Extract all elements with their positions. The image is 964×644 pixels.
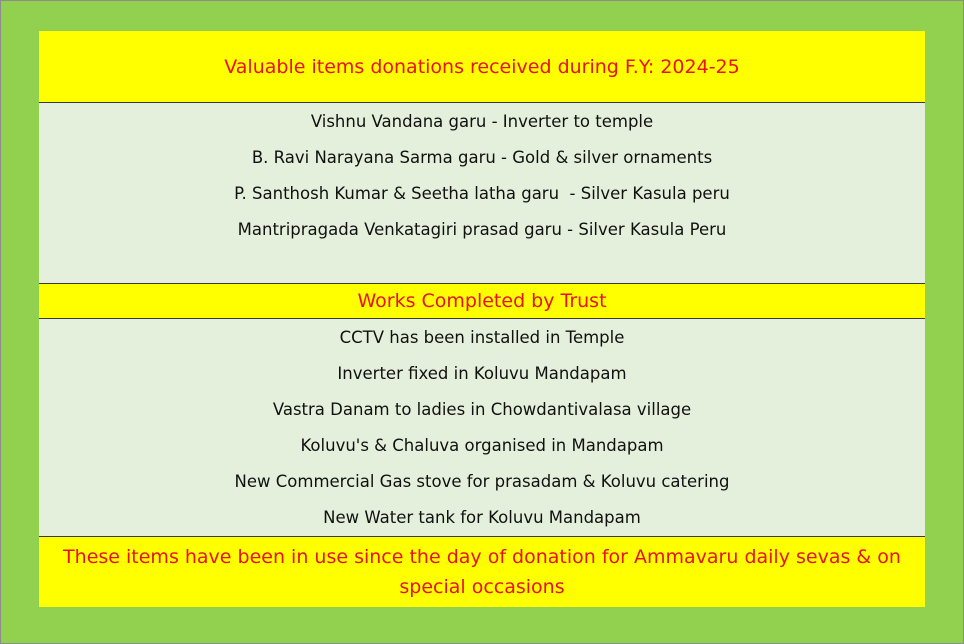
works-title-band <box>39 283 925 319</box>
donation-item: Vishnu Vandana garu - Inverter to temple <box>310 111 654 131</box>
donation-sheet <box>39 31 925 607</box>
donation-item: P. Santhosh Kumar & Seetha latha garu - Silver Kasula peru <box>234 183 730 203</box>
work-item: New Water tank for Koluvu Mandapam <box>323 507 641 527</box>
works-list <box>39 319 925 536</box>
works-title: Works Completed by Trust <box>357 290 607 312</box>
work-item: New Commercial Gas stove for prasadam & Koluvu catering <box>234 471 730 491</box>
donation-item: Mantripragada Venkatagiri prasad garu - Silver Kasula Peru <box>237 219 727 239</box>
donations-list <box>39 103 925 283</box>
donation-item: B. Ravi Narayana Sarma garu - Gold & silver ornaments <box>251 147 713 167</box>
footer-note-band <box>39 536 925 607</box>
footer-note: These items have been in use since the day of donation for Ammavaru daily sevas & on special occasions <box>63 546 901 598</box>
donations-title-band <box>39 31 925 103</box>
work-item: CCTV has been installed in Temple <box>339 327 625 347</box>
work-item: Koluvu's & Chaluva organised in Mandapam <box>300 435 664 455</box>
work-item: Inverter fixed in Koluvu Mandapam <box>337 363 627 383</box>
donations-title: Valuable items donations received during F.Y: 2024-25 <box>224 55 740 78</box>
work-item: Vastra Danam to ladies in Chowdantivalasa village <box>272 399 692 419</box>
